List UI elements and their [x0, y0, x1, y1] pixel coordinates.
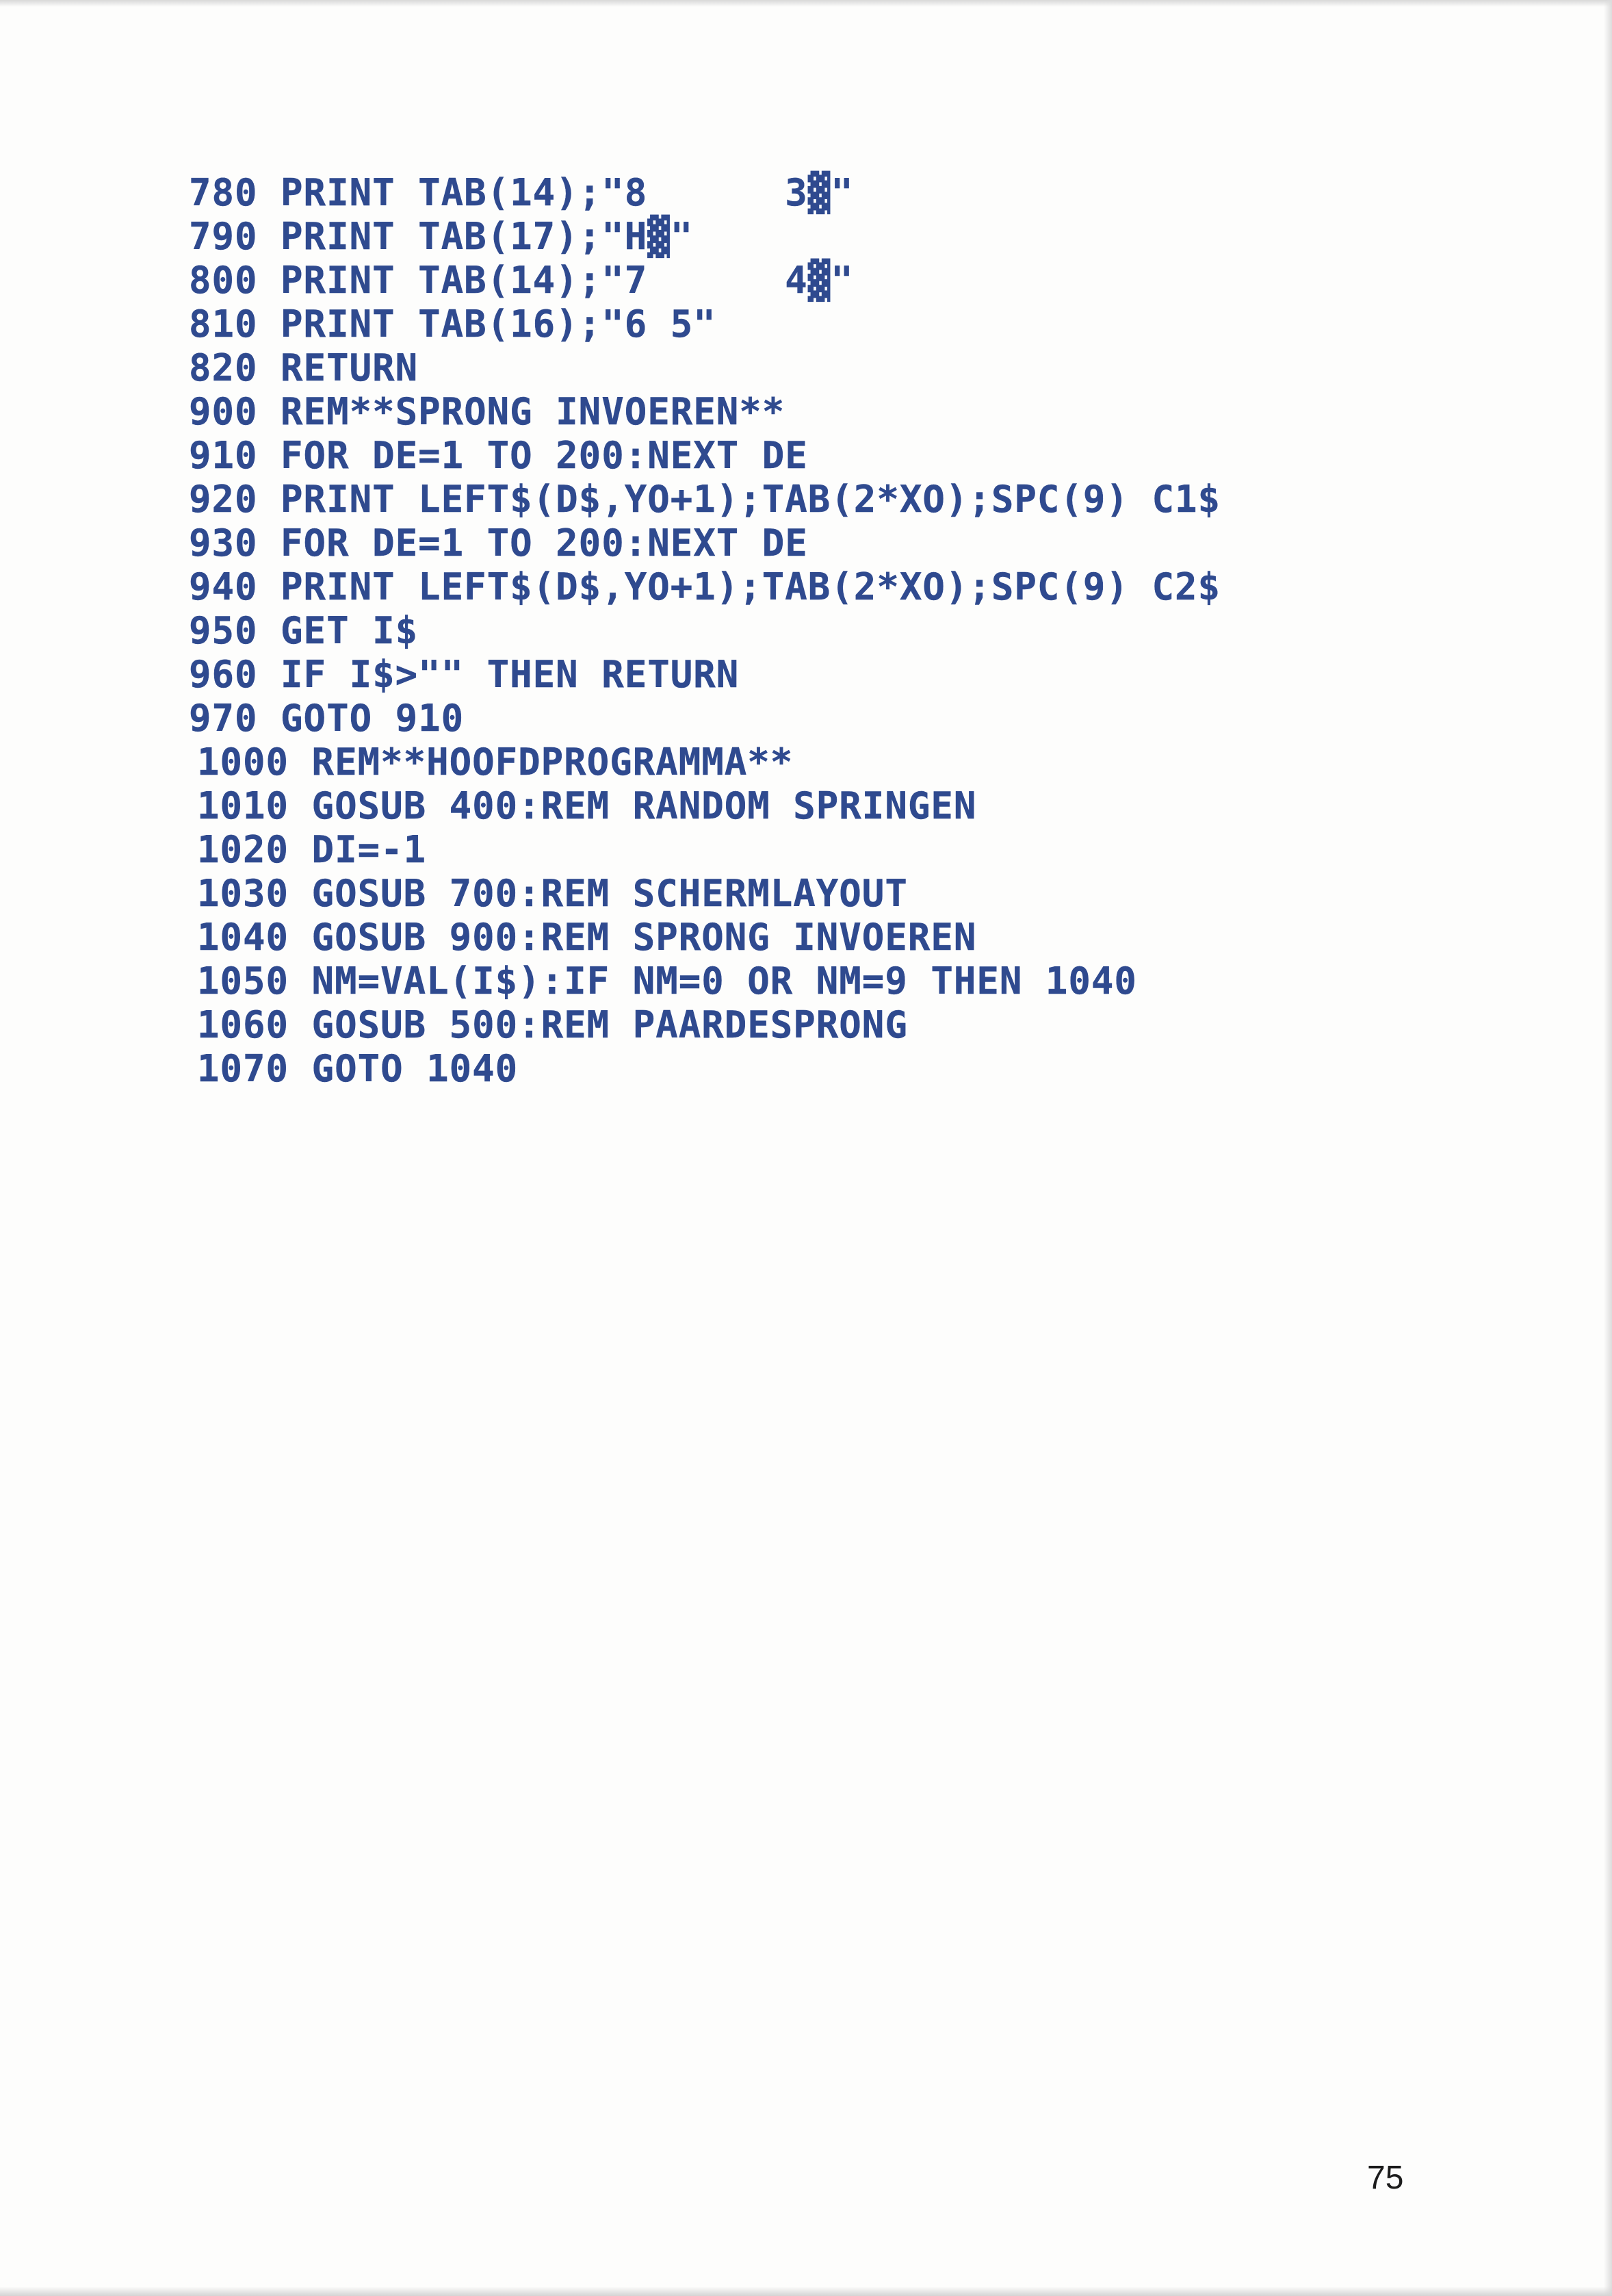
page-number: 75 [1367, 2160, 1404, 2196]
code-line: 1020 DI=-1 [197, 828, 427, 871]
page-edge-top [0, 0, 1612, 7]
code-line: 950 GET I$ [189, 609, 419, 652]
page-edge-right [1604, 0, 1612, 2296]
code-line: 790 PRINT TAB(17);"H▓" [189, 215, 694, 258]
code-line: 1070 GOTO 1040 [197, 1047, 519, 1090]
code-line: 1060 GOSUB 500:REM PAARDESPRONG [197, 1003, 908, 1046]
code-line: 800 PRINT TAB(14);"7 4▓" [189, 259, 854, 302]
code-line: 1010 GOSUB 400:REM RANDOM SPRINGEN [197, 784, 977, 827]
code-line: 1000 REM**HOOFDPROGRAMMA** [197, 740, 794, 784]
code-line: 940 PRINT LEFT$(D$,YO+1);TAB(2*XO);SPC(9) C2$ [189, 565, 1221, 608]
code-line: 810 PRINT TAB(16);"6 5" [189, 302, 716, 346]
code-line: 1050 NM=VAL(I$):IF NM=0 OR NM=9 THEN 1040 [197, 959, 1137, 1003]
code-line: 920 PRINT LEFT$(D$,YO+1);TAB(2*XO);SPC(9) C1$ [189, 478, 1221, 521]
code-line: 780 PRINT TAB(14);"8 3▓" [189, 171, 854, 214]
code-line: 820 RETURN [189, 346, 419, 389]
code-line: 970 GOTO 910 [189, 697, 465, 740]
code-line: 1040 GOSUB 900:REM SPRONG INVOEREN [197, 916, 977, 959]
code-line: 930 FOR DE=1 TO 200:NEXT DE [189, 521, 808, 565]
code-line: 910 FOR DE=1 TO 200:NEXT DE [189, 434, 808, 477]
code-line: 900 REM**SPRONG INVOEREN** [189, 390, 785, 433]
basic-program-listing [189, 171, 1221, 1091]
code-line: 960 IF I$>"" THEN RETURN [189, 653, 740, 696]
page-edge-bottom [0, 2286, 1612, 2296]
code-line: 1030 GOSUB 700:REM SCHERMLAYOUT [197, 872, 908, 915]
